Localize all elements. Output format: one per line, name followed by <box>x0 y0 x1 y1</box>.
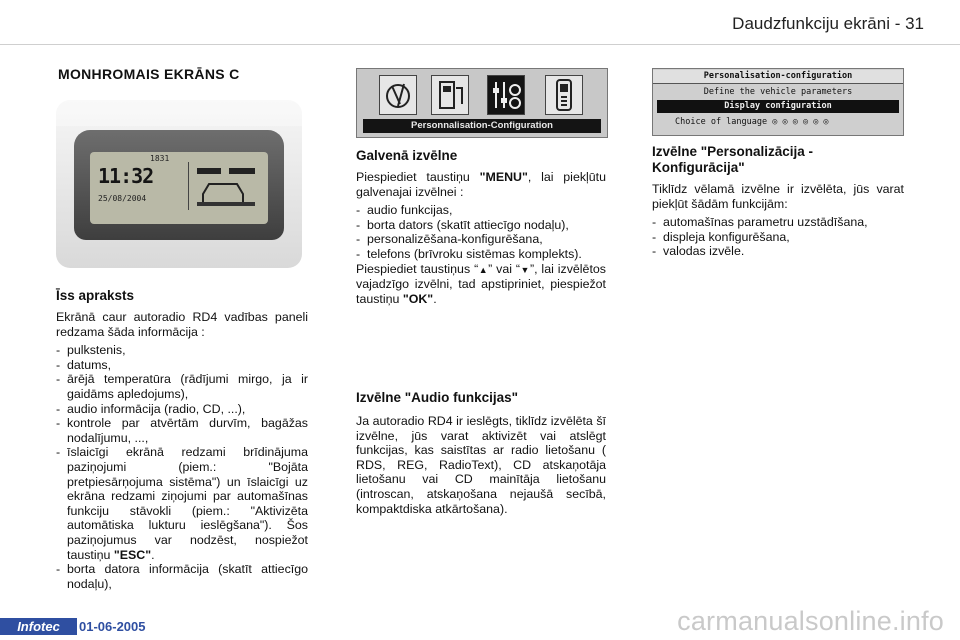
display-info-list <box>56 343 308 591</box>
audio-menu-heading: Izvēlne "Audio funkcijas" <box>356 390 519 405</box>
infotec-logo: Infotec <box>0 618 77 635</box>
audio-menu-text: Ja autoradio RD4 ir ieslēgts, tiklīdz izvēlēta šī izvēlne, jūs varat aktivizēt vai atslēgt funkcijas, kas saistītas ar radio lietošanu ( RDS, REG, RadioText), CD atskaņotāja lietošanu vai CD mainītāja lietošanu (introscan, atskaņošana nejaušā secībā, kompaktdiska atkārtošana). <box>356 414 606 516</box>
esc-tail: . <box>151 547 155 562</box>
list-item: - automašīnas parametru uzstādīšana, <box>652 215 904 230</box>
nav-text: ” vai “ <box>488 261 521 276</box>
list-item: - datums, <box>56 358 308 373</box>
footer-date: 01-06-2005 <box>79 619 146 634</box>
main-menu-list <box>356 203 606 261</box>
config-row-vehicle-params: Define the vehicle parameters <box>703 87 853 97</box>
arrow-down-icon: ▼ <box>520 264 530 275</box>
main-menu-intro <box>356 170 606 199</box>
config-row-language <box>653 116 903 129</box>
display-photo <box>56 100 302 268</box>
trip-computer-icon <box>431 75 469 115</box>
lcd-date: 25/08/2004 <box>98 194 147 203</box>
arrow-up-icon: ▲ <box>478 264 489 275</box>
menu-selection-bar: Personnalisation-Configuration <box>363 119 601 133</box>
personalisation-icon <box>487 75 525 115</box>
language-row-label: Choice of language <box>675 117 768 127</box>
main-menu-screen <box>356 68 608 138</box>
menu-key-label: "MENU" <box>479 170 528 184</box>
list-item: - borta datora informācija (skatīt attiecīgo nodaļu), <box>56 562 308 591</box>
telephone-icon <box>545 75 583 115</box>
list-item <box>56 445 308 562</box>
middle-column <box>356 148 606 310</box>
nav-text: ”, lai izvēlētos vajadzīgo izvēlni, tad apstipriniet, piespiežot taustiņu <box>356 261 606 306</box>
esc-key-label: "ESC" <box>113 547 152 562</box>
lcd-screen <box>90 152 268 224</box>
ok-key-label: "OK" <box>402 291 434 306</box>
list-item: - kontrole par atvērtām durvīm, bagāžas nodalījumu, ..., <box>56 416 308 445</box>
navigation-instruction <box>356 262 606 307</box>
nav-text: Piespiediet taustiņus “ <box>356 261 479 276</box>
brief-description-heading: Īss apraksts <box>56 288 135 303</box>
config-screen-title: Personalisation-configuration <box>653 70 903 84</box>
list-item: - valodas izvēle. <box>652 244 904 259</box>
lcd-audio-area <box>188 162 263 210</box>
audio-menu-section <box>356 390 606 520</box>
config-row-display-config: Display configuration <box>657 100 899 113</box>
personalisation-intro: Tiklīdz vēlamā izvēlne ir izvēlēta, jūs varat piekļūt šādām funkcijām: <box>652 182 904 211</box>
photo-highlight <box>56 100 302 126</box>
right-column <box>652 144 904 259</box>
nav-text-end: . <box>433 291 437 306</box>
page-header-title: Daudzfunkciju ekrāni - 31 <box>732 14 924 33</box>
list-item: - displeja konfigurēšana, <box>652 230 904 245</box>
list-item: - telefons (brīvroku sistēmas komplekts). <box>356 247 606 262</box>
intro-text-end: , lai piekļūtu galvenajai izvēlnei : <box>356 170 607 199</box>
personalisation-heading: Izvēlne "Personalizācija - Konfigurācija" <box>652 144 813 175</box>
section-title: MONHROMAIS EKRĀNS C <box>58 66 240 82</box>
lcd-car-icon <box>189 162 263 210</box>
language-flags-icon: ◎ ◎ ◎ ◎ ◎ ◎ <box>772 117 829 127</box>
audio-menu-icon <box>379 75 417 115</box>
list-item: - audio funkcijas, <box>356 203 606 218</box>
list-item: - pulkstenis, <box>56 343 308 358</box>
brief-description-intro: Ekrānā caur autoradio RD4 vadības paneli redzama šāda informācija : <box>56 310 308 339</box>
left-column <box>56 288 308 591</box>
list-item: - audio informācija (radio, CD, ...), <box>56 402 308 417</box>
warning-messages-text: īslaicīgi ekrānā redzami brīdinājuma paziņojumi (piem.: "Bojāta pretpiesārņojuma sistēma") un īslaicīgi uz ekrāna redzami ziņojumi par automašīnas funkciju stāvokli (piem.: "Aktivizēta automātiska lukturu ieslēgšana"). Šos paziņojumus var nodzēst, nospiežot taustiņu <box>67 445 308 562</box>
header-divider <box>0 44 960 45</box>
watermark: carmanualsonline.info <box>677 606 944 636</box>
list-item: - personalizēšana-konfigurēšana, <box>356 232 606 247</box>
lcd-clock: 11:32 <box>98 164 154 188</box>
intro-text: Piespiediet taustiņu <box>356 170 480 184</box>
main-menu-heading: Galvenā izvēlne <box>356 148 458 163</box>
lcd-top-readout: 1831 <box>150 154 170 163</box>
personalisation-list <box>652 215 904 259</box>
config-menu-screen <box>652 68 904 136</box>
list-item: - borta dators (skatīt attiecīgo nodaļu), <box>356 218 606 233</box>
list-item: - ārējā temperatūra (rādījumi mirgo, ja ir gaidāms apledojums), <box>56 372 308 401</box>
